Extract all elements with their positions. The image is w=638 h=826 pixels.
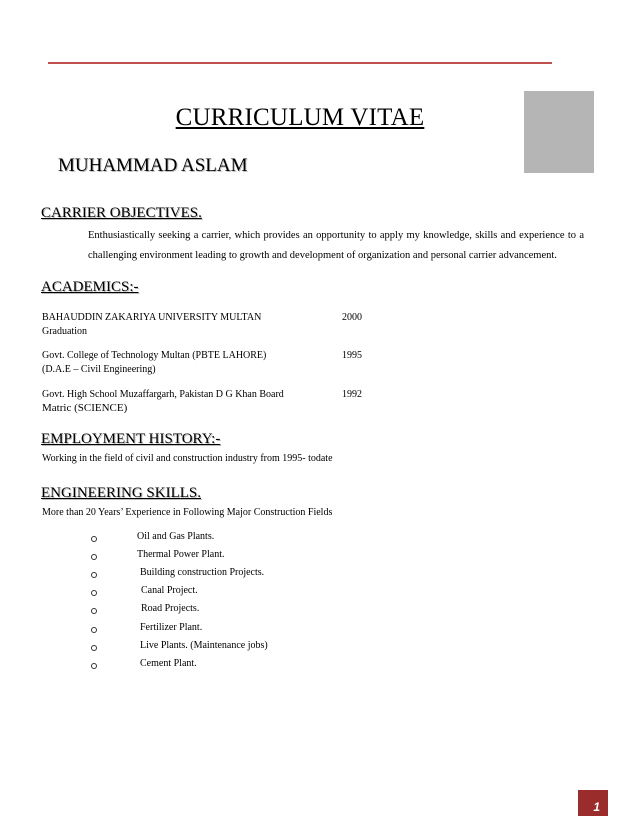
list-item: Road Projects. [141,603,200,614]
bullet-icon [91,590,97,596]
objectives-text: Enthusiastically seeking a carrier, which provides an opportunity to apply my knowledge, skills and experience to a challenging environment leading to growth and development of organization and personal carrier advancement. [88,230,584,261]
list-item: Canal Project. [141,585,198,596]
bullet-icon [91,536,97,542]
list-item: Thermal Power Plant. [137,549,225,560]
academic-year: 1992 [342,389,362,400]
academic-qualification: Matric (SCIENCE) [42,402,128,414]
employment-text: Working in the field of civil and construction industry from 1995- todate [42,453,333,464]
list-item: Oil and Gas Plants. [137,531,215,542]
academic-qualification: (D.A.E – Civil Engineering) [42,364,156,375]
document-title: CURRICULUM VITAE [175,104,425,131]
academic-year: 1995 [342,350,362,361]
academic-institution: Govt. College of Technology Multan (PBTE LAHORE) [42,350,267,361]
skills-intro: More than 20 Years’ Experience in Following Major Construction Fields [42,507,333,518]
bullet-icon [91,627,97,633]
candidate-name: MUHAMMAD ASLAM [58,155,248,176]
employment-heading: EMPLOYMENT HISTORY:- [41,431,221,447]
academic-institution: Govt. High School Muzaffargarh, Pakistan D G Khan Board [42,389,284,400]
bullet-icon [91,554,97,560]
list-item: Cement Plant. [140,658,197,669]
bullet-icon [91,645,97,651]
academic-year: 2000 [342,312,362,323]
bullet-icon [91,572,97,578]
page-number-badge [578,790,608,816]
skills-heading: ENGINEERING SKILLS. [41,485,201,501]
academics-heading: ACADEMICS:- [41,279,139,295]
list-item: Live Plants. (Maintenance jobs) [140,640,268,651]
academic-institution: BAHAUDDIN ZAKARIYA UNIVERSITY MULTAN [42,312,262,323]
top-rule [48,62,552,64]
academic-qualification: Graduation [42,326,87,337]
bullet-icon [91,663,97,669]
list-item: Building construction Projects. [140,567,265,578]
list-item: Fertilizer Plant. [140,622,203,633]
page-number: 1 [593,800,600,814]
objectives-heading: CARRIER OBJECTIVES. [41,205,202,221]
bullet-icon [91,608,97,614]
